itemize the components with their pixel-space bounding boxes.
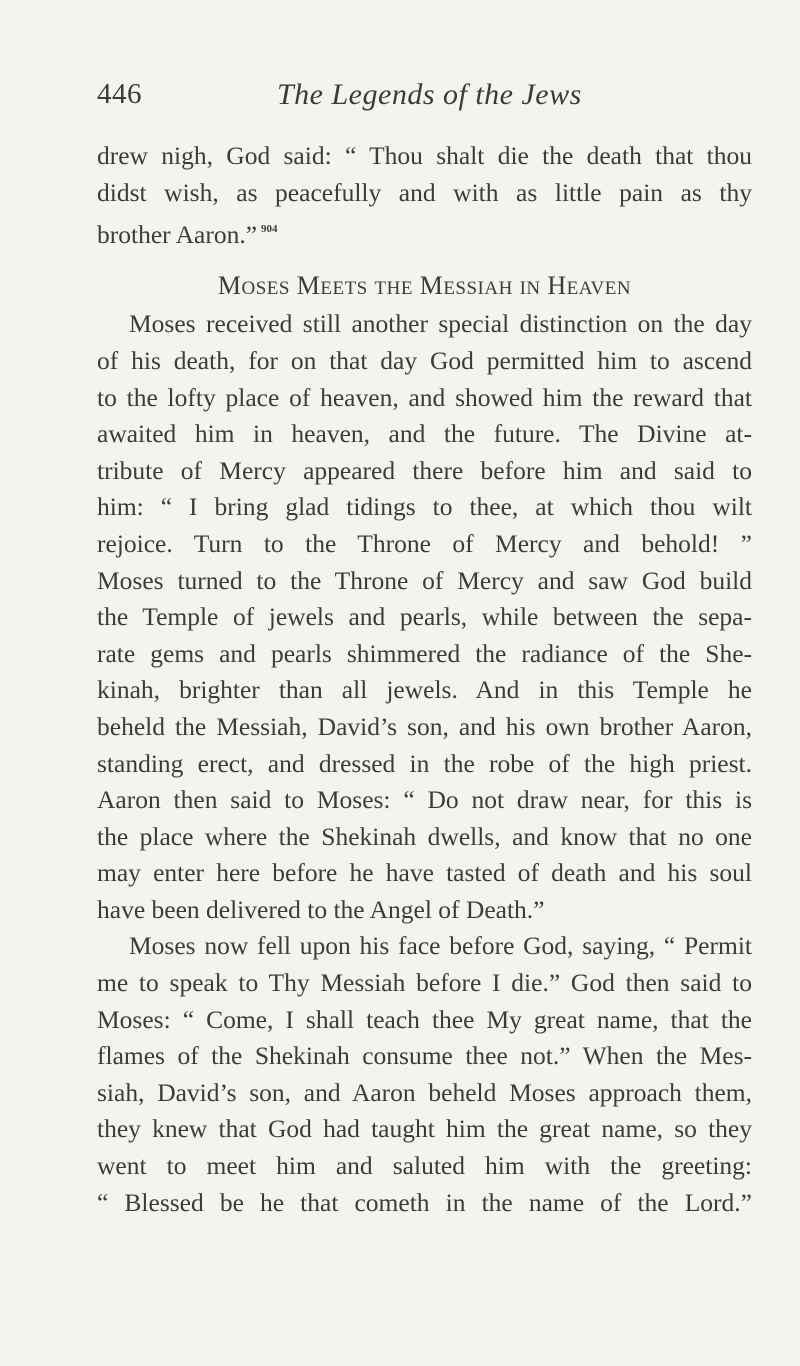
page-header (97, 78, 752, 118)
heading-word (520, 273, 541, 300)
text-line: rejoice. Turn to the Throne of Mercy and behold! ” (97, 528, 752, 558)
heading-word (547, 270, 632, 300)
text-line: tribute of Mercy appeared there before him and said to (97, 455, 752, 485)
text-line: Aaron then said to Moses: “ Do not draw near, for this is (97, 785, 752, 815)
text-line: him: “ I bring glad tidings to thee, at which thou wilt (97, 492, 752, 522)
text-line: flames of the Shekinah consume thee not.” When the Mes- (97, 1041, 752, 1071)
heading-word (419, 270, 513, 300)
text-line-content: brother Aaron.” (97, 220, 258, 250)
text-line: went to meet him and saluted him with the greeting: (97, 1151, 752, 1181)
heading-initial: M (217, 270, 242, 300)
text-line: to the lofty place of heaven, and showed him the reward that (97, 382, 752, 412)
text-line: rate gems and pearls shimmered the radiance of the She- (97, 638, 752, 668)
running-title: The Legends of the Jews (277, 78, 582, 111)
text-line: standing erect, and dressed in the robe of the high priest. (97, 748, 752, 778)
heading-rest: ESSIAH (443, 277, 513, 299)
text-line: siah, David’s son, and Aaron beheld Moses approach them, (97, 1077, 752, 1107)
text-line: have been delivered to the Angel of Death.” (97, 894, 545, 924)
page-number: 446 (97, 78, 142, 110)
text-line: they knew that God had taught him the great name, so they (97, 1114, 752, 1144)
heading-initial: H (547, 270, 567, 300)
heading-rest: IN (519, 277, 541, 299)
heading-rest: EAVEN (566, 277, 632, 299)
heading-word (375, 273, 413, 300)
text-line: didst wish, as peacefully and with as little pain as thy (97, 177, 752, 207)
heading-initial: M (296, 270, 321, 300)
text-line: Moses turned to the Throne of Mercy and saw God build (97, 565, 752, 595)
paragraph-3 (97, 928, 752, 1221)
text-line: drew nigh, God said: “ Thou shalt die the death that thou (97, 141, 752, 170)
text-line: Moses: “ Come, I shall teach thee My great name, that the (97, 1004, 752, 1034)
paragraph-2 (97, 306, 752, 928)
section-heading (97, 268, 752, 305)
text-line: the place where the Shekinah dwells, and know that no one (97, 821, 752, 851)
text-line: of his death, for on that day God permitted him to ascend (97, 345, 752, 375)
text-line: Moses received still another special distinction on the day (129, 309, 752, 339)
heading-rest: OSES (241, 277, 290, 299)
footnote-reference: 904 (261, 223, 278, 236)
text-line (97, 211, 752, 248)
heading-word (217, 270, 290, 300)
body-text (97, 138, 752, 1221)
heading-rest: THE (374, 277, 413, 299)
text-line: awaited him in heaven, and the future. The Divine at- (97, 419, 752, 449)
heading-rest: EETS (320, 277, 368, 299)
heading-word (296, 270, 368, 300)
paragraph-1 (97, 138, 752, 248)
text-line: Moses now fell upon his face before God, saying, “ Permit (129, 931, 752, 961)
text-line: kinah, brighter than all jewels. And in this Temple he (97, 675, 752, 705)
text-line: “ Blessed be he that cometh in the name of the Lord.” (97, 1187, 752, 1217)
heading-initial: M (419, 270, 444, 300)
text-line: may enter here before he have tasted of death and his soul (97, 858, 752, 888)
text-line: me to speak to Thy Messiah before I die.” God then said to (97, 968, 752, 998)
text-line: beheld the Messiah, David’s son, and his own brother Aaron, (97, 711, 752, 741)
text-line: the Temple of jewels and pearls, while between the sepa- (97, 602, 752, 632)
